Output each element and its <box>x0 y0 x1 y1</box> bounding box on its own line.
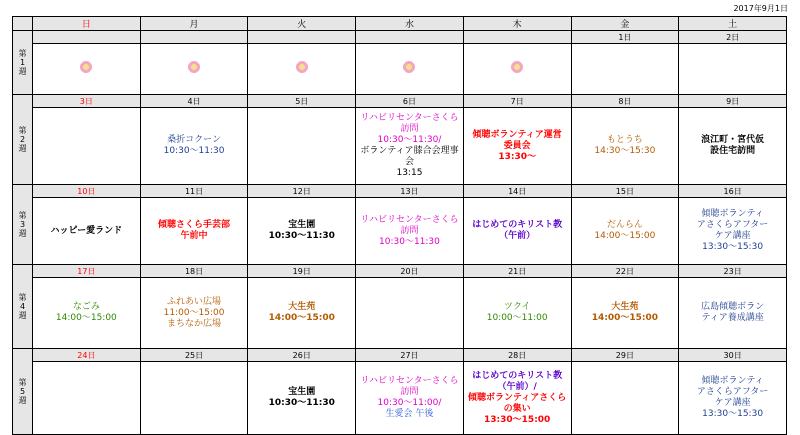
event-line: 10:30～11:30/ <box>377 135 442 145</box>
day-cell <box>356 362 464 435</box>
week-label-char: 3 <box>19 220 26 229</box>
date-number: 29日 <box>571 349 679 362</box>
event-line: 桑折コクーン <box>167 135 221 145</box>
event-line: の集い <box>503 403 531 414</box>
day-cell <box>463 198 571 265</box>
event-line: アさくらアフター <box>696 220 769 230</box>
date-number <box>463 31 571 44</box>
event-line: 広島傾聴ボラン <box>701 302 765 312</box>
event-line: 大生苑 <box>288 302 316 312</box>
day-cell <box>571 108 679 185</box>
event-line: 生愛会 午後 <box>385 409 434 419</box>
day-cell <box>140 108 248 185</box>
flower-icon <box>78 59 94 75</box>
date-number: 18日 <box>140 265 248 278</box>
day-cell <box>679 362 787 435</box>
week-label <box>13 95 33 185</box>
week-label <box>13 349 33 435</box>
date-number: 7日 <box>463 95 571 108</box>
event-line: 13:30～15:30 <box>702 242 764 252</box>
date-number: 10日 <box>33 185 141 198</box>
event-line: 10:30～11:30 <box>163 146 225 156</box>
week-label <box>13 265 33 349</box>
week-label <box>13 185 33 265</box>
weekday-sun: 日 <box>33 17 141 31</box>
date-number: 3日 <box>33 95 141 108</box>
event-line: 10:00～11:00 <box>486 313 548 323</box>
day-cell <box>356 198 464 265</box>
day-cell <box>571 198 679 265</box>
weekday-mon: 月 <box>140 17 248 31</box>
event-line: 13:30～15:00 <box>484 414 551 425</box>
day-cell <box>248 278 356 349</box>
event-line: 14:30～15:30 <box>594 146 656 156</box>
weekday-sat: 土 <box>679 17 787 31</box>
event-row <box>13 108 787 185</box>
event-line: ケア講座 <box>714 231 751 241</box>
event-row <box>13 44 787 95</box>
event-line: ボランティア膝合会理事会 <box>360 146 459 167</box>
date-number: 15日 <box>571 185 679 198</box>
day-cell <box>248 108 356 185</box>
event-line: 14:00～15:00 <box>591 313 659 323</box>
week-label-char: 第 <box>18 378 27 387</box>
week-label <box>13 31 33 95</box>
day-cell <box>463 362 571 435</box>
event-line: リハビリセンターさくら訪問 <box>360 113 459 134</box>
corner-cell <box>13 17 33 31</box>
event-line: アさくらアフター <box>696 387 769 397</box>
event-line: （午前）/ <box>497 381 537 392</box>
event-line: 10:30～11:30 <box>268 398 335 408</box>
date-number <box>356 31 464 44</box>
event-line: 傾聴ボランティアさくら <box>468 392 567 403</box>
date-number <box>248 31 356 44</box>
event-line: ふれあい広場 <box>167 296 222 307</box>
date-number: 9日 <box>679 95 787 108</box>
date-number: 24日 <box>33 349 141 362</box>
date-number: 17日 <box>33 265 141 278</box>
event-row <box>13 362 787 435</box>
event-line: 10:30～11:30 <box>268 231 335 241</box>
day-cell <box>248 44 356 95</box>
event-line: 委員会 <box>503 140 531 151</box>
event-line: だんらん <box>606 220 643 230</box>
weekday-header-row <box>13 17 787 31</box>
flower-icon <box>186 59 202 75</box>
day-cell <box>140 278 248 349</box>
event-line: ツクイ <box>503 302 531 312</box>
event-line: 宝生園 <box>288 220 316 230</box>
event-line: 傾聴ボランティ <box>701 209 764 219</box>
date-number-row <box>13 95 787 108</box>
event-line: 13:15 <box>396 168 423 178</box>
week-label-char: 第 <box>18 49 27 58</box>
date-number <box>33 31 141 44</box>
date-number: 20日 <box>356 265 464 278</box>
date-number: 14日 <box>463 185 571 198</box>
event-line: 13:30～ <box>498 151 536 162</box>
week-label-char: 週 <box>18 311 27 320</box>
date-number: 16日 <box>679 185 787 198</box>
date-number: 19日 <box>248 265 356 278</box>
event-line: なごみ <box>72 302 100 312</box>
week-label-char: 週 <box>18 229 27 238</box>
week-label-char: 4 <box>19 302 26 311</box>
date-number: 11日 <box>140 185 248 198</box>
weekday-fri: 金 <box>571 17 679 31</box>
day-cell <box>571 44 679 95</box>
date-number: 6日 <box>356 95 464 108</box>
date-number: 1日 <box>571 31 679 44</box>
week-label-char: 第 <box>18 293 27 302</box>
event-line: リハビリセンターさくら訪問 <box>360 214 459 236</box>
event-line: リハビリセンターさくら訪問 <box>360 376 459 397</box>
event-line: 10:30～11:00/ <box>377 398 442 408</box>
day-cell <box>33 108 141 185</box>
date-number: 5日 <box>248 95 356 108</box>
event-line: 13:30～15:30 <box>702 409 764 419</box>
week-label-char: 第 <box>18 211 27 220</box>
event-line: 午前中 <box>180 231 208 241</box>
week-label-char: 週 <box>18 144 27 153</box>
day-cell <box>33 198 141 265</box>
event-line: 10:30～11:30 <box>379 236 440 247</box>
date-number: 30日 <box>679 349 787 362</box>
date-stamp: 2017年9月1日 <box>733 4 788 13</box>
date-number: 27日 <box>356 349 464 362</box>
event-line: 14:00～15:00 <box>594 231 656 241</box>
date-number: 12日 <box>248 185 356 198</box>
weekday-thu: 木 <box>463 17 571 31</box>
date-number: 21日 <box>463 265 571 278</box>
event-line: 大生苑 <box>611 302 639 312</box>
date-number: 13日 <box>356 185 464 198</box>
day-cell <box>33 278 141 349</box>
date-number-row <box>13 31 787 44</box>
day-cell <box>356 278 464 349</box>
week-label-char: 2 <box>19 135 26 144</box>
date-number-row <box>13 349 787 362</box>
day-cell <box>248 198 356 265</box>
event-line: まちなか広場 <box>167 318 222 329</box>
calendar-body <box>13 31 787 435</box>
event-line: （午前） <box>499 231 536 241</box>
event-line: 傾聴さくら手芸部 <box>158 220 231 230</box>
weekday-tue: 火 <box>248 17 356 31</box>
date-number: 25日 <box>140 349 248 362</box>
event-line: 傾聴ボランティア運営 <box>472 129 562 140</box>
day-cell <box>356 108 464 185</box>
event-line: 14:00～15:00 <box>268 313 335 323</box>
day-cell <box>33 44 141 95</box>
date-number: 23日 <box>679 265 787 278</box>
date-number: 4日 <box>140 95 248 108</box>
date-number: 26日 <box>248 349 356 362</box>
event-line: もとうち <box>606 135 643 145</box>
day-cell <box>248 362 356 435</box>
event-line: 宝生園 <box>288 387 316 397</box>
week-label-char: 第 <box>18 126 27 135</box>
day-cell <box>571 362 679 435</box>
date-number: 22日 <box>571 265 679 278</box>
event-line: はじめてのキリスト教 <box>472 220 563 230</box>
event-line: 11:00～15:00 <box>163 307 225 318</box>
day-cell <box>356 44 464 95</box>
week-label-char: 5 <box>19 387 26 396</box>
event-line: はじめてのキリスト教 <box>472 370 563 381</box>
flower-icon <box>401 59 417 75</box>
weekday-wed: 水 <box>356 17 464 31</box>
day-cell <box>463 44 571 95</box>
date-number-row <box>13 185 787 198</box>
day-cell <box>679 198 787 265</box>
day-cell <box>140 198 248 265</box>
day-cell <box>571 278 679 349</box>
event-line: 浪江町・宮代仮 <box>701 135 765 145</box>
date-number: 8日 <box>571 95 679 108</box>
event-line: 設住宅訪問 <box>710 146 756 156</box>
day-cell <box>679 278 787 349</box>
event-line: ティア養成講座 <box>701 313 764 323</box>
date-number: 2日 <box>679 31 787 44</box>
day-cell <box>463 108 571 185</box>
day-cell <box>140 44 248 95</box>
date-number: 28日 <box>463 349 571 362</box>
date-number-row <box>13 265 787 278</box>
day-cell <box>33 362 141 435</box>
week-label-char: 週 <box>18 67 27 76</box>
day-cell <box>679 44 787 95</box>
day-cell <box>140 362 248 435</box>
flower-icon <box>294 59 310 75</box>
day-cell <box>679 108 787 185</box>
event-row <box>13 278 787 349</box>
calendar-table <box>12 16 787 435</box>
event-line: 傾聴ボランティ <box>701 376 764 386</box>
week-label-char: 週 <box>18 396 27 405</box>
event-line: ケア講座 <box>714 398 751 408</box>
event-line: 14:00～15:00 <box>55 313 117 323</box>
event-row <box>13 198 787 265</box>
flower-icon <box>509 59 525 75</box>
event-line: ハッピー愛ランド <box>50 225 123 236</box>
week-label-char: 1 <box>19 58 26 67</box>
date-number <box>140 31 248 44</box>
day-cell <box>463 278 571 349</box>
